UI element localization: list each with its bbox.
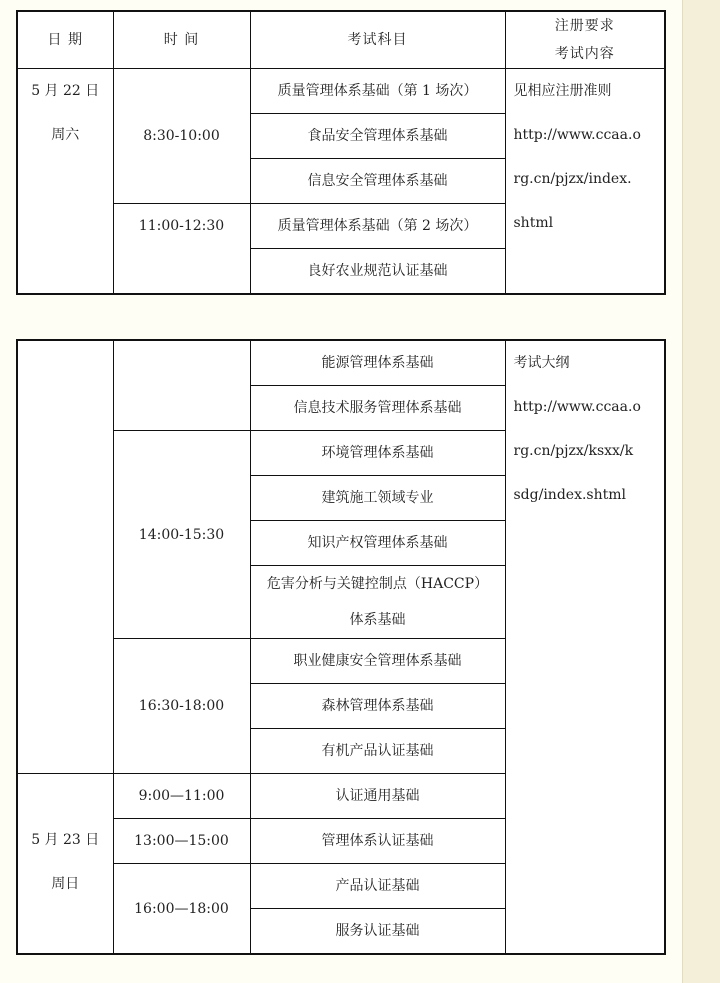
table-row (17, 69, 665, 114)
requirements-cell-1 (505, 69, 665, 295)
header-row (17, 11, 665, 69)
subject-cell: 信息安全管理体系基础 (250, 159, 505, 204)
exam-schedule-table-2 (16, 339, 666, 955)
time-slot: 8:30-10:00 (113, 69, 250, 204)
req-link-part: shtml (513, 215, 554, 231)
date-cell-day2 (17, 774, 113, 955)
header-requirements (505, 11, 665, 69)
subject-cell: 食品安全管理体系基础 (250, 114, 505, 159)
subject-cell: 质量管理体系基础（第 2 场次） (250, 204, 505, 249)
subject-cell: 认证通用基础 (250, 774, 505, 819)
time-slot-empty (113, 340, 250, 431)
req-link-part: rg.cn/pjzx/index. (513, 171, 632, 187)
time-slot: 16:00—18:00 (113, 864, 250, 955)
subject-cell: 产品认证基础 (250, 864, 505, 909)
header-req-line1: 注册要求 (554, 18, 615, 34)
table-row (17, 340, 665, 386)
subject-line: 危害分析与关键控制点（HACCP） (266, 576, 489, 592)
subject-cell (250, 566, 505, 639)
time-slot: 14:00-15:30 (113, 431, 250, 639)
req-link-part: sdg/index.shtml (513, 487, 626, 503)
subject-cell: 信息技术服务管理体系基础 (250, 386, 505, 431)
subject-line: 体系基础 (349, 612, 406, 628)
requirements-cell-2 (505, 340, 665, 954)
req-link-part: rg.cn/pjzx/ksxx/k (513, 443, 634, 459)
header-subject: 考试科目 (250, 11, 505, 69)
subject-cell: 能源管理体系基础 (250, 340, 505, 386)
subject-cell: 知识产权管理体系基础 (250, 521, 505, 566)
subject-cell: 建筑施工领域专业 (250, 476, 505, 521)
subject-cell: 质量管理体系基础（第 1 场次） (250, 69, 505, 114)
req-text: 见相应注册准则 (513, 83, 612, 99)
date-cell-empty (17, 340, 113, 774)
req-link-part: http://www.ccaa.o (513, 127, 641, 143)
req-text: 考试大纲 (513, 355, 570, 371)
subject-cell: 服务认证基础 (250, 909, 505, 955)
time-slot: 11:00-12:30 (113, 204, 250, 295)
page-side-strip (682, 0, 720, 983)
date-day1: 5 月 22 日 (31, 83, 100, 99)
date-day2: 5 月 23 日 (31, 832, 100, 848)
header-date: 日 期 (17, 11, 113, 69)
header-time: 时 间 (113, 11, 250, 69)
exam-schedule-table-1 (16, 10, 666, 295)
weekday-day1: 周六 (51, 127, 80, 143)
weekday-day2: 周日 (51, 876, 80, 892)
date-spacer (18, 774, 113, 818)
subject-cell: 职业健康安全管理体系基础 (250, 639, 505, 684)
req-link-part: http://www.ccaa.o (513, 399, 641, 415)
time-slot: 9:00—11:00 (113, 774, 250, 819)
time-slot: 16:30-18:00 (113, 639, 250, 774)
date-cell-day1 (17, 69, 113, 295)
subject-cell: 有机产品认证基础 (250, 729, 505, 774)
time-slot: 13:00—15:00 (113, 819, 250, 864)
subject-cell: 森林管理体系基础 (250, 684, 505, 729)
subject-cell: 环境管理体系基础 (250, 431, 505, 476)
subject-cell: 良好农业规范认证基础 (250, 249, 505, 295)
subject-cell: 管理体系认证基础 (250, 819, 505, 864)
header-req-line2: 考试内容 (554, 46, 615, 62)
